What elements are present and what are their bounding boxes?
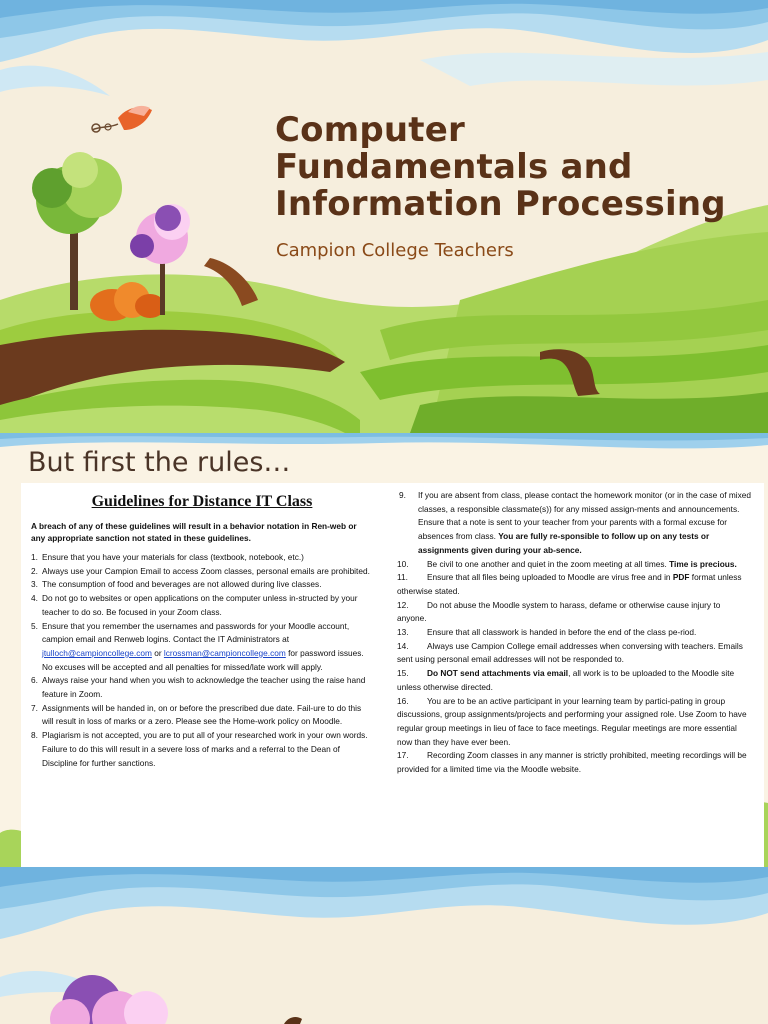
rule-item: 4. Do not go to websites or open applications on the computer unless in-structed by your teacher to do so. Be focused in your Zoom class. — [31, 593, 358, 617]
slide-title: Computer Fundamentals and Information Processing — [275, 110, 726, 224]
rule-item: 9. If you are absent from class, please contact the homework monitor (or in the case of mixed classes, a responsible classmate(s)) for any missed assign-ments and announcements. Ensure that a note is sent to your teacher from your parents with a formal excuse for absences from class. You are fully re-sponsible to follow up on any tests or assignments given during your ab-sence. — [399, 490, 751, 555]
guidelines-right-column — [397, 489, 752, 777]
rule-item: 10. Be civil to one another and quiet in the zoom meeting at all times. Time is precious. — [397, 558, 737, 569]
next-slide-preview — [0, 867, 768, 1024]
rule-item: 2. Always use your Campion Email to access Zoom classes, personal emails are prohibited. — [31, 565, 370, 576]
guidelines-title: Guidelines for Distance IT Class — [91, 493, 313, 510]
rules-heading: But first the rules… — [28, 447, 291, 478]
admin-email-link-1[interactable]: jtulloch@campioncollege.com — [42, 647, 152, 658]
rule-item: 7. Assignments will be handed in, on or before the prescribed due date. Fail-ure to do this will result in loss of marks or a zero. Please see the Home-work policy on Moodle. — [31, 702, 362, 727]
rule-item: 11. Ensure that all files being uploaded to Moodle are virus free and in PDF format unless otherwise stated. — [397, 572, 742, 596]
rule-item: 16. You are to be an active participant in your learning team by partici-pating in group discussions, group assignments/projects and performing your assigned role. Use Zoom to have regular group meetings in lieu of face to face meetings. Regular meetings are more essential now than they have ever been. — [397, 695, 747, 747]
admin-email-link-2[interactable]: lcrossman@campioncollege.com — [163, 647, 286, 658]
rule-item: 3. The consumption of food and beverages are not allowed during live classes. — [31, 579, 322, 590]
rule-item: 5. Ensure that you remember the usernames and passwords for your Moodle account, campion email and Renweb logins. Contact the IT Administrators at jtulloch@campioncollege.com or lcrossman@campioncollege.com for password issues. No excuses will be accepted and all penalties for missed/late work will apply. — [31, 620, 364, 672]
guidelines-document — [21, 483, 764, 867]
rules-slide — [0, 433, 768, 867]
next-slide-background — [0, 867, 768, 1024]
rule-item: 14. Always use Campion College email addresses when conversing with teachers. Emails sent using personal email addresses will not be responded to. — [397, 640, 743, 665]
rules-list-left — [31, 551, 373, 770]
rule-item: 1. Ensure that you have your materials for class (textbook, notebook, etc.) — [31, 552, 304, 562]
guidelines-intro: A breach of any of these guidelines will result in a behavior notation in Ren-web or any appropriate sanction not stated in these guidelines. — [31, 521, 357, 543]
rule-item: 8. Plagiarism is not accepted, you are to put all of your researched work in your own words. Failure to do this will result in a severe loss of marks and a referral to the Dean of Discipline for further sanctions. — [31, 730, 368, 768]
title-slide — [0, 0, 768, 433]
rules-list-right — [397, 489, 752, 777]
slide-subtitle: Campion College Teachers — [276, 240, 514, 261]
rule-item: 13. Ensure that all classwork is handed in before the end of the class pe-riod. — [397, 627, 697, 638]
rule-item: 17. Recording Zoom classes in any manner is strictly prohibited, meeting recordings will be provided for a limited time via the Moodle website. — [397, 750, 747, 775]
guidelines-left-column — [31, 491, 373, 770]
rule-item: 12. Do not abuse the Moodle system to harass, defame or otherwise cause injury to anyone. — [397, 599, 721, 624]
rule-item: 6. Always raise your hand when you wish to acknowledge the teacher using the raise hand feature in Zoom. — [31, 675, 366, 700]
rule-item: 15. Do NOT send attachments via email, all work is to be uploaded to the Moodle site unless otherwise directed. — [397, 668, 735, 692]
